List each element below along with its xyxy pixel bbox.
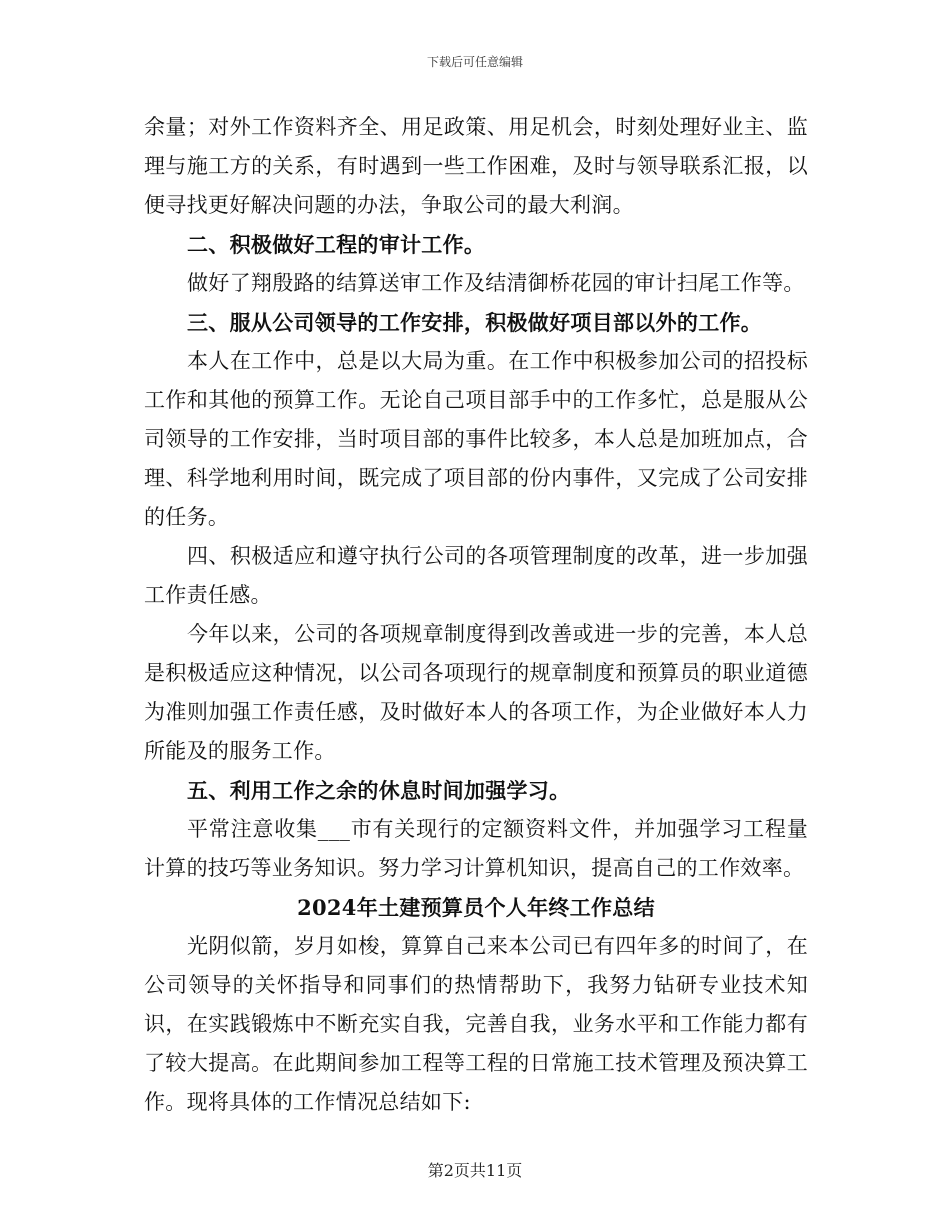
page-number: 第2页共11页 xyxy=(427,1161,523,1180)
document-body xyxy=(144,108,808,1122)
page-header: 下载后可任意编辑 xyxy=(426,55,523,69)
section-heading: 二、积极做好工程的审计工作。 xyxy=(187,232,486,257)
paragraph: 余量；对外工作资料齐全、用足政策、用足机会，时刻处理好业主、监理与施工方的关系，有时遇到一些工作困难，及时与领导联系汇报，以便寻找更好解决问题的办法，争取公司的最大利润。 xyxy=(144,115,808,217)
paragraph: 平常注意收集___市有关现行的定额资料文件，并加强学习工程量计算的技巧等业务知识。努力学习计算机知识，提高自己的工作效率。 xyxy=(144,817,808,880)
section-heading: 三、服从公司领导的工作安排，积极做好项目部以外的工作。 xyxy=(187,310,763,335)
document-title: 2024年土建预算员个人年终工作总结 xyxy=(297,895,655,920)
paragraph: 今年以来，公司的各项规章制度得到改善或进一步的完善，本人总是积极适应这种情况，以公司各项现行的规章制度和预算员的职业道德为准则加强工作责任感，及时做好本人的各项工作，为企业做好本人力所能及的服务工作。 xyxy=(144,622,808,763)
paragraph: 本人在工作中，总是以大局为重。在工作中积极参加公司的招投标工作和其他的预算工作。无论自己项目部手中的工作多忙，总是服从公司领导的工作安排，当时项目部的事件比较多，本人总是加班加点，合理、科学地利用时间，既完成了项目部的份内事件，又完成了公司安排的任务。 xyxy=(144,349,808,529)
section-heading: 五、利用工作之余的休息时间加强学习。 xyxy=(187,778,571,803)
paragraph: 做好了翔殷路的结算送审工作及结清御桥花园的审计扫尾工作等。 xyxy=(187,271,805,295)
section-heading: 四、积极适应和遵守执行公司的各项管理制度的改革，进一步加强工作责任感。 xyxy=(144,544,808,607)
paragraph: 光阴似箭，岁月如梭，算算自己来本公司已有四年多的时间了，在公司领导的关怀指导和同事们的热情帮助下，我努力钻研专业技术知识，在实践锻炼中不断充实自我，完善自我，业务水平和工作能力都有了较大提高。在此期间参加工程等工程的日常施工技术管理及预决算工作。现将具体的工作情况总结如下: xyxy=(144,934,808,1114)
